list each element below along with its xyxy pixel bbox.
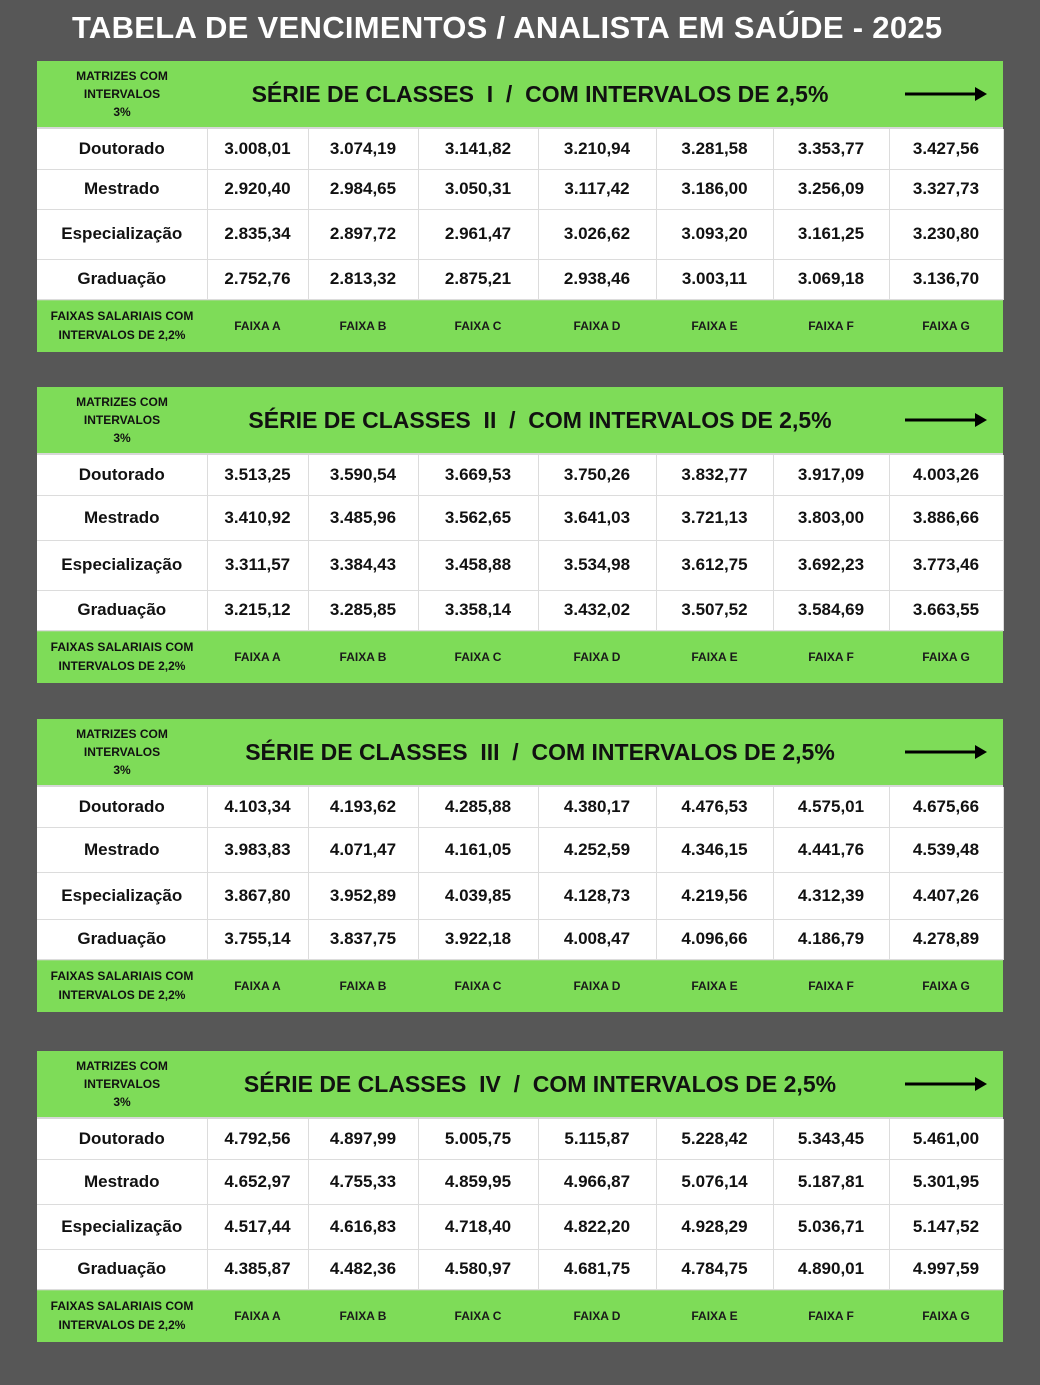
salary-value: 4.346,15 <box>656 827 773 872</box>
salary-value: 3.358,14 <box>418 590 538 630</box>
salary-value: 4.859,95 <box>418 1159 538 1204</box>
faixas-label-line: FAIXAS SALARIAIS COM <box>50 640 194 654</box>
salary-table <box>37 787 1004 960</box>
salary-value: 3.922,18 <box>418 919 538 959</box>
salary-value: 3.384,43 <box>308 540 418 590</box>
faixa-label: FAIXA D <box>573 650 621 664</box>
row-label: Mestrado <box>37 827 207 872</box>
salary-value: 2.813,32 <box>308 259 418 299</box>
salary-value: 5.343,45 <box>773 1119 889 1159</box>
salary-value: 5.228,42 <box>656 1119 773 1159</box>
faixa-label: FAIXA A <box>234 319 281 333</box>
salary-value: 4.003,26 <box>889 455 1003 495</box>
salary-value: 3.285,85 <box>308 590 418 630</box>
salary-value: 3.721,13 <box>656 495 773 540</box>
salary-value: 3.669,53 <box>418 455 538 495</box>
row-label: Mestrado <box>37 169 207 209</box>
table-row <box>37 1204 1003 1249</box>
salary-value: 4.096,66 <box>656 919 773 959</box>
matrix-label <box>37 1057 207 1111</box>
salary-value: 3.161,25 <box>773 209 889 259</box>
salary-value: 3.458,88 <box>418 540 538 590</box>
row-label: Mestrado <box>37 495 207 540</box>
faixa-label: FAIXA G <box>922 319 970 333</box>
matrix-label-line: INTERVALOS <box>83 87 161 101</box>
matrix-label-line: 3% <box>113 431 131 445</box>
salary-value: 3.050,31 <box>418 169 538 209</box>
series-table-4 <box>37 1051 1003 1342</box>
matrix-label <box>37 67 207 121</box>
faixa-label: FAIXA C <box>454 319 502 333</box>
salary-value: 4.008,47 <box>538 919 656 959</box>
faixa-label: FAIXA E <box>691 319 738 333</box>
faixas-label <box>37 632 207 683</box>
faixa-label: FAIXA D <box>573 979 621 993</box>
series-title: SÉRIE DE CLASSES IV / COM INTERVALOS DE 2,5% <box>243 1070 837 1097</box>
series-header <box>37 1051 1003 1119</box>
faixa-label: FAIXA C <box>454 1309 502 1323</box>
row-label: Doutorado <box>37 129 207 169</box>
matrix-label-line: MATRIZES COM <box>76 1059 168 1073</box>
salary-value: 2.897,72 <box>308 209 418 259</box>
salary-value: 5.005,75 <box>418 1119 538 1159</box>
salary-value: 3.186,00 <box>656 169 773 209</box>
salary-value: 3.008,01 <box>207 129 308 169</box>
faixas-label-line: FAIXAS SALARIAIS COM <box>50 1299 194 1313</box>
salary-value: 4.193,62 <box>308 787 418 827</box>
faixa-label: FAIXA E <box>691 1309 738 1323</box>
table-row <box>37 590 1003 630</box>
faixas-footer <box>37 300 1003 352</box>
salary-value: 5.461,00 <box>889 1119 1003 1159</box>
series-title: SÉRIE DE CLASSES I / COM INTERVALOS DE 2,5% <box>251 80 829 107</box>
row-label: Graduação <box>37 259 207 299</box>
faixa-label: FAIXA B <box>339 319 387 333</box>
salary-value: 3.590,54 <box>308 455 418 495</box>
salary-value: 4.675,66 <box>889 787 1003 827</box>
faixas-label <box>37 961 207 1012</box>
salary-value: 3.663,55 <box>889 590 1003 630</box>
salary-value: 4.186,79 <box>773 919 889 959</box>
faixas-label <box>37 301 207 352</box>
salary-value: 3.886,66 <box>889 495 1003 540</box>
row-label: Graduação <box>37 919 207 959</box>
faixas-footer <box>37 960 1003 1012</box>
salary-value: 4.928,29 <box>656 1204 773 1249</box>
salary-value: 4.103,34 <box>207 787 308 827</box>
salary-value: 3.141,82 <box>418 129 538 169</box>
table-row <box>37 455 1003 495</box>
salary-value: 3.256,09 <box>773 169 889 209</box>
salary-value: 3.534,98 <box>538 540 656 590</box>
table-row <box>37 787 1003 827</box>
salary-value: 4.441,76 <box>773 827 889 872</box>
page-title: TABELA DE VENCIMENTOS / ANALISTA EM SAÚDE - 2025 <box>72 10 943 45</box>
salary-value: 2.920,40 <box>207 169 308 209</box>
salary-value: 3.803,00 <box>773 495 889 540</box>
salary-value: 4.784,75 <box>656 1249 773 1289</box>
faixas-label-line: INTERVALOS DE 2,2% <box>58 988 186 1002</box>
series-title: SÉRIE DE CLASSES II / COM INTERVALOS DE 2,5% <box>248 406 832 433</box>
table-row <box>37 540 1003 590</box>
faixa-label: FAIXA C <box>454 979 502 993</box>
table-row <box>37 1249 1003 1289</box>
salary-value: 2.961,47 <box>418 209 538 259</box>
salary-value: 3.983,83 <box>207 827 308 872</box>
faixa-label: FAIXA A <box>234 1309 281 1323</box>
salary-value: 3.513,25 <box>207 455 308 495</box>
salary-value: 3.353,77 <box>773 129 889 169</box>
table-row <box>37 1159 1003 1204</box>
salary-value: 4.161,05 <box>418 827 538 872</box>
row-label: Doutorado <box>37 787 207 827</box>
faixa-label: FAIXA F <box>808 319 854 333</box>
salary-value: 3.432,02 <box>538 590 656 630</box>
salary-value: 3.427,56 <box>889 129 1003 169</box>
salary-value: 3.917,09 <box>773 455 889 495</box>
salary-value: 4.278,89 <box>889 919 1003 959</box>
series-table-3 <box>37 719 1003 1012</box>
salary-value: 3.867,80 <box>207 872 308 919</box>
salary-value: 2.835,34 <box>207 209 308 259</box>
salary-value: 5.301,95 <box>889 1159 1003 1204</box>
matrix-label <box>37 725 207 779</box>
series-header <box>37 387 1003 455</box>
salary-value: 4.755,33 <box>308 1159 418 1204</box>
right-arrow-icon <box>903 412 989 428</box>
table-row <box>37 872 1003 919</box>
salary-value: 2.938,46 <box>538 259 656 299</box>
faixa-label: FAIXA C <box>454 650 502 664</box>
salary-value: 3.215,12 <box>207 590 308 630</box>
series-table-1 <box>37 61 1003 352</box>
series-title: SÉRIE DE CLASSES III / COM INTERVALOS DE 2,5% <box>245 738 835 765</box>
matrix-label-line: MATRIZES COM <box>76 395 168 409</box>
salary-value: 3.281,58 <box>656 129 773 169</box>
table-row <box>37 495 1003 540</box>
salary-value: 3.210,94 <box>538 129 656 169</box>
row-label: Mestrado <box>37 1159 207 1204</box>
salary-value: 4.476,53 <box>656 787 773 827</box>
salary-value: 3.832,77 <box>656 455 773 495</box>
matrix-label-line: INTERVALOS <box>83 413 161 427</box>
salary-value: 3.562,65 <box>418 495 538 540</box>
row-label: Doutorado <box>37 1119 207 1159</box>
matrix-label-line: INTERVALOS <box>83 745 161 759</box>
faixa-label: FAIXA B <box>339 650 387 664</box>
salary-value: 3.507,52 <box>656 590 773 630</box>
row-label: Graduação <box>37 590 207 630</box>
faixa-label: FAIXA F <box>808 650 854 664</box>
salary-value: 4.681,75 <box>538 1249 656 1289</box>
salary-value: 4.997,59 <box>889 1249 1003 1289</box>
faixas-footer <box>37 631 1003 683</box>
salary-value: 4.792,56 <box>207 1119 308 1159</box>
row-label: Especialização <box>37 872 207 919</box>
table-row <box>37 827 1003 872</box>
right-arrow-icon <box>903 1076 989 1092</box>
faixa-label: FAIXA D <box>573 319 621 333</box>
series-header <box>37 61 1003 129</box>
row-label: Especialização <box>37 209 207 259</box>
salary-value: 4.312,39 <box>773 872 889 919</box>
matrix-label-line: MATRIZES COM <box>76 69 168 83</box>
faixa-label: FAIXA F <box>808 1309 854 1323</box>
salary-value: 3.230,80 <box>889 209 1003 259</box>
table-row <box>37 169 1003 209</box>
salary-value: 4.539,48 <box>889 827 1003 872</box>
salary-value: 3.327,73 <box>889 169 1003 209</box>
faixas-label-line: FAIXAS SALARIAIS COM <box>50 969 194 983</box>
faixa-label: FAIXA G <box>922 650 970 664</box>
salary-value: 3.117,42 <box>538 169 656 209</box>
matrix-label-line: MATRIZES COM <box>76 727 168 741</box>
faixa-label: FAIXA A <box>234 650 281 664</box>
matrix-label-line: 3% <box>113 105 131 119</box>
salary-value: 3.136,70 <box>889 259 1003 299</box>
salary-table <box>37 1119 1004 1290</box>
salary-value: 4.407,26 <box>889 872 1003 919</box>
salary-value: 3.410,92 <box>207 495 308 540</box>
salary-value: 3.093,20 <box>656 209 773 259</box>
table-row <box>37 259 1003 299</box>
matrix-label-line: 3% <box>113 763 131 777</box>
salary-value: 3.750,26 <box>538 455 656 495</box>
salary-value: 2.875,21 <box>418 259 538 299</box>
salary-value: 4.580,97 <box>418 1249 538 1289</box>
salary-value: 4.482,36 <box>308 1249 418 1289</box>
salary-value: 5.036,71 <box>773 1204 889 1249</box>
faixas-label-line: INTERVALOS DE 2,2% <box>58 1318 186 1332</box>
salary-value: 3.837,75 <box>308 919 418 959</box>
faixas-footer <box>37 1290 1003 1342</box>
faixa-label: FAIXA G <box>922 979 970 993</box>
row-label: Graduação <box>37 1249 207 1289</box>
salary-value: 4.071,47 <box>308 827 418 872</box>
salary-value: 4.575,01 <box>773 787 889 827</box>
faixas-label-line: FAIXAS SALARIAIS COM <box>50 309 194 323</box>
salary-value: 5.147,52 <box>889 1204 1003 1249</box>
salary-table <box>37 129 1004 300</box>
salary-value: 5.076,14 <box>656 1159 773 1204</box>
salary-value: 4.616,83 <box>308 1204 418 1249</box>
salary-value: 3.641,03 <box>538 495 656 540</box>
salary-value: 4.128,73 <box>538 872 656 919</box>
salary-value: 3.952,89 <box>308 872 418 919</box>
table-row <box>37 919 1003 959</box>
table-row <box>37 129 1003 169</box>
salary-value: 3.026,62 <box>538 209 656 259</box>
faixas-label <box>37 1291 207 1342</box>
salary-table <box>37 455 1004 631</box>
salary-value: 4.897,99 <box>308 1119 418 1159</box>
matrix-label-line: INTERVALOS <box>83 1077 161 1091</box>
faixa-label: FAIXA E <box>691 979 738 993</box>
salary-value: 5.115,87 <box>538 1119 656 1159</box>
salary-value: 4.517,44 <box>207 1204 308 1249</box>
salary-value: 4.718,40 <box>418 1204 538 1249</box>
salary-value: 2.752,76 <box>207 259 308 299</box>
salary-value: 3.692,23 <box>773 540 889 590</box>
salary-value: 3.584,69 <box>773 590 889 630</box>
matrix-label <box>37 393 207 447</box>
right-arrow-icon <box>903 744 989 760</box>
series-table-2 <box>37 387 1003 683</box>
row-label: Especialização <box>37 1204 207 1249</box>
faixa-label: FAIXA B <box>339 1309 387 1323</box>
salary-value: 3.003,11 <box>656 259 773 299</box>
row-label: Doutorado <box>37 455 207 495</box>
salary-value: 4.219,56 <box>656 872 773 919</box>
series-header <box>37 719 1003 787</box>
salary-value: 3.311,57 <box>207 540 308 590</box>
faixa-label: FAIXA E <box>691 650 738 664</box>
faixa-label: FAIXA D <box>573 1309 621 1323</box>
faixas-label-line: INTERVALOS DE 2,2% <box>58 659 186 673</box>
salary-value: 3.755,14 <box>207 919 308 959</box>
faixa-label: FAIXA G <box>922 1309 970 1323</box>
right-arrow-icon <box>903 86 989 102</box>
faixas-label-line: INTERVALOS DE 2,2% <box>58 328 186 342</box>
salary-value: 4.652,97 <box>207 1159 308 1204</box>
row-label: Especialização <box>37 540 207 590</box>
salary-value: 4.890,01 <box>773 1249 889 1289</box>
faixa-label: FAIXA B <box>339 979 387 993</box>
salary-value: 4.822,20 <box>538 1204 656 1249</box>
matrix-label-line: 3% <box>113 1095 131 1109</box>
salary-value: 3.773,46 <box>889 540 1003 590</box>
faixa-label: FAIXA F <box>808 979 854 993</box>
salary-value: 4.385,87 <box>207 1249 308 1289</box>
salary-value: 4.039,85 <box>418 872 538 919</box>
salary-value: 2.984,65 <box>308 169 418 209</box>
salary-value: 3.069,18 <box>773 259 889 299</box>
table-row <box>37 209 1003 259</box>
salary-value: 4.966,87 <box>538 1159 656 1204</box>
salary-value: 4.285,88 <box>418 787 538 827</box>
salary-value: 3.612,75 <box>656 540 773 590</box>
salary-value: 4.380,17 <box>538 787 656 827</box>
salary-value: 3.074,19 <box>308 129 418 169</box>
faixa-label: FAIXA A <box>234 979 281 993</box>
salary-value: 3.485,96 <box>308 495 418 540</box>
salary-value: 5.187,81 <box>773 1159 889 1204</box>
table-row <box>37 1119 1003 1159</box>
salary-value: 4.252,59 <box>538 827 656 872</box>
